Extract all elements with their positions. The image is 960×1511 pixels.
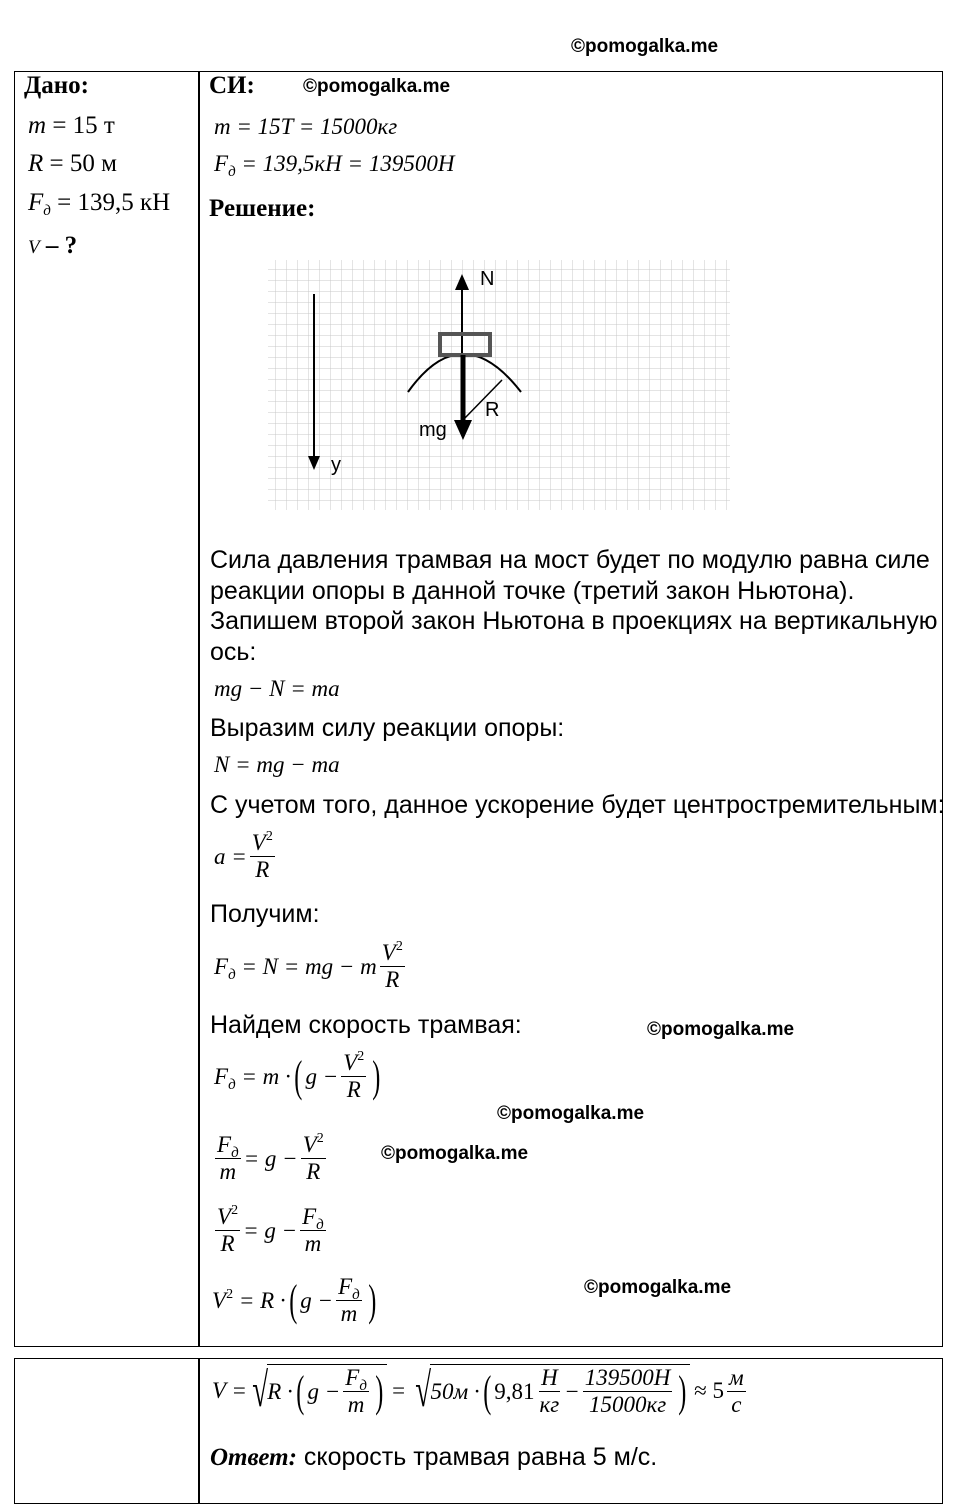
answer-label: Ответ:	[210, 1444, 297, 1471]
text-centripetal: С учетом того, данное ускорение будет центростремительным:	[210, 791, 945, 819]
equation-final-speed: V = √ R · ( g − $\frac{F_д}{m}$ ) = √ 50м · ( 9,81 $\frac{Н}{кг}$ − $\frac{139500Н}{15000кг}$ ) ≈ 5 $\frac{м}{с}$	[212, 1364, 744, 1418]
equation-acceleration: a = $\frac{V^2}{R}$	[214, 829, 273, 883]
solution-header: Решение:	[209, 195, 316, 222]
paragraph-line: реакции опоры в данной точке (третий закон Ньютона).	[210, 577, 855, 605]
equation-speed-ratio: $\frac{V^2}{R}$ = g − $\frac{F_д}{m}$	[217, 1203, 324, 1257]
label-n: N	[480, 268, 495, 290]
given-val: = 15 т	[46, 112, 115, 139]
given-mass	[28, 112, 115, 140]
given-sub: д	[43, 203, 51, 219]
label-r: R	[485, 399, 500, 421]
answer-line	[210, 1443, 657, 1472]
equation-pressure: $F_д = N$ = mg − m $\frac{V^2}{R}$	[214, 939, 403, 993]
text-express: Выразим силу реакции опоры:	[210, 714, 565, 742]
column-divider	[198, 71, 200, 1347]
given-radius	[28, 150, 117, 178]
watermark: ©pomogalka.me	[303, 76, 451, 97]
given-force	[28, 189, 170, 217]
text-obtain: Получим:	[210, 900, 320, 928]
equation-newton: mg − N = ma	[214, 676, 340, 701]
paragraph-line: ось:	[210, 638, 257, 666]
equation-speed-squared: $V^2 = R$ · ( g − $\frac{F_д}{m}$ )	[212, 1274, 377, 1327]
si-rest: = 139,5кН = 139500Н	[235, 151, 455, 176]
si-sub: д	[228, 164, 236, 180]
final-unit-h: Н	[539, 1365, 560, 1392]
final-g: 9,81	[494, 1378, 535, 1404]
label-y: y	[331, 454, 341, 476]
final-radius: 50м	[430, 1378, 469, 1404]
si-header: СИ:	[209, 72, 255, 99]
final-approx: ≈ 5	[694, 1378, 724, 1404]
final-unit-kg: кг	[539, 1392, 560, 1418]
given-val: = 50 м	[43, 150, 117, 177]
given-sym: F	[28, 189, 44, 216]
equation-force-factor: $F_д = m$ · ( g − $\frac{V^2}{R}$ )	[214, 1049, 381, 1103]
given-unknown	[28, 232, 77, 260]
final-mass-value: 15000кг	[588, 1392, 667, 1418]
paragraph-line: Сила давления трамвая на мост будет по модулю равна силе	[210, 546, 930, 574]
given-sym: R	[28, 150, 44, 177]
given-sym: m	[28, 112, 47, 139]
si-line-2	[214, 151, 455, 180]
watermark: ©pomogalka.me	[647, 1019, 795, 1040]
watermark: ©pomogalka.me	[381, 1143, 529, 1164]
answer-text: скорость трамвая равна 5 м/с.	[296, 1443, 658, 1471]
watermark: ©pomogalka.me	[584, 1277, 732, 1298]
si-sym: F	[214, 151, 229, 176]
label-mg: mg	[419, 419, 447, 441]
si-line-1: m = 15T = 15000кг	[214, 114, 398, 139]
text-find-speed: Найдем скорость трамвая:	[210, 1011, 522, 1039]
given-header: Дано:	[24, 72, 89, 99]
paragraph-line: Запишем второй закон Ньютона в проекциях на вертикальную	[210, 607, 938, 635]
watermark: ©pomogalka.me	[571, 36, 719, 57]
final-unit-s: с	[731, 1391, 742, 1417]
column-divider	[198, 1358, 200, 1504]
watermark: ©pomogalka.me	[497, 1103, 645, 1124]
final-force-value: 139500Н	[583, 1365, 673, 1392]
given-val: – ?	[39, 232, 78, 259]
given-sym: V	[28, 237, 40, 258]
given-val: = 139,5 кН	[50, 189, 171, 216]
equation-normal: N = mg − ma	[214, 752, 340, 777]
equation-force-ratio: $\frac{F_д}{m}$ = g − $\frac{V^2}{R}$	[217, 1131, 324, 1185]
final-unit-m: м	[727, 1365, 746, 1392]
